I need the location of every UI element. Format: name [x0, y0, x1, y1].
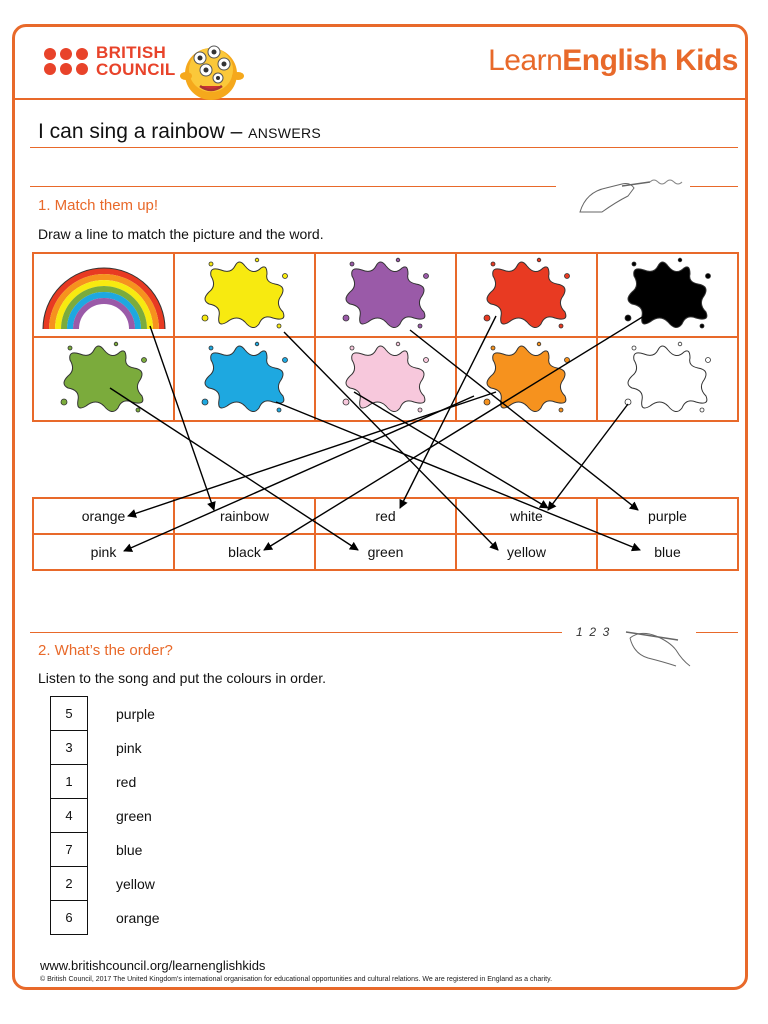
counting-hand-icon: [620, 620, 694, 670]
line-pink: [354, 392, 548, 508]
title-answers: ANSWERS: [248, 125, 322, 141]
section1-heading: 1. Match them up!: [38, 197, 159, 214]
brand-kids: Kids: [674, 44, 738, 77]
word-orange: orange: [33, 498, 174, 534]
word-black: black: [174, 534, 315, 570]
order-table: [50, 696, 161, 935]
section2-instruction: Listen to the song and put the colours in order.: [38, 670, 326, 686]
line-white: [548, 404, 628, 510]
brand-learn: Learn: [488, 44, 563, 77]
word-yellow: yellow: [456, 534, 597, 570]
order-colour: green: [116, 807, 152, 824]
order-row: [51, 765, 161, 799]
word-green: green: [315, 534, 456, 570]
order-colour: yellow: [116, 875, 155, 892]
order-colour: purple: [116, 705, 155, 722]
order-row: [51, 697, 161, 731]
order-row: [51, 901, 161, 935]
line-red: [400, 316, 496, 508]
title-main: I can sing a rainbow –: [38, 120, 249, 143]
order-number: 5: [51, 697, 88, 731]
section2-heading: 2. What’s the order?: [38, 642, 173, 659]
order-row: [51, 731, 161, 765]
brand-english: English: [562, 44, 668, 77]
order-colour: orange: [116, 909, 160, 926]
word-red: red: [315, 498, 456, 534]
section2-divider-left: [30, 632, 562, 633]
word-white: white: [456, 498, 597, 534]
line-orange: [128, 392, 496, 516]
order-number: 4: [51, 799, 88, 833]
section1-instruction: Draw a line to match the picture and the word.: [38, 226, 324, 242]
footer-url: www.britishcouncil.org/learnenglishkids: [40, 958, 266, 973]
numbers-label: 1 2 3: [576, 625, 610, 639]
order-colour: pink: [116, 739, 142, 756]
order-number: 3: [51, 731, 88, 765]
order-row: [51, 799, 161, 833]
order-row: [51, 833, 161, 867]
word-rainbow: rainbow: [174, 498, 315, 534]
order-colour: red: [116, 773, 137, 790]
word-blue: blue: [597, 534, 738, 570]
order-number: 6: [51, 901, 88, 935]
word-pink: pink: [33, 534, 174, 570]
order-number: 7: [51, 833, 88, 867]
line-rainbow: [150, 326, 214, 510]
footer-copyright: © British Council, 2017 The United Kingdom’s international organisation for educational opportunities and cultural relations. We are registered in England as a charity.: [40, 976, 553, 983]
section2-divider-right: [696, 632, 738, 633]
order-row: [51, 867, 161, 901]
order-number: 1: [51, 765, 88, 799]
logo-line1: BRITISH: [96, 43, 167, 62]
line-green: [110, 388, 358, 550]
order-colour: blue: [116, 841, 143, 858]
logo-line2: COUNCIL: [96, 60, 176, 79]
line-blue: [276, 402, 640, 550]
word-purple: purple: [597, 498, 738, 534]
line-black: [264, 316, 644, 550]
order-number: 2: [51, 867, 88, 901]
